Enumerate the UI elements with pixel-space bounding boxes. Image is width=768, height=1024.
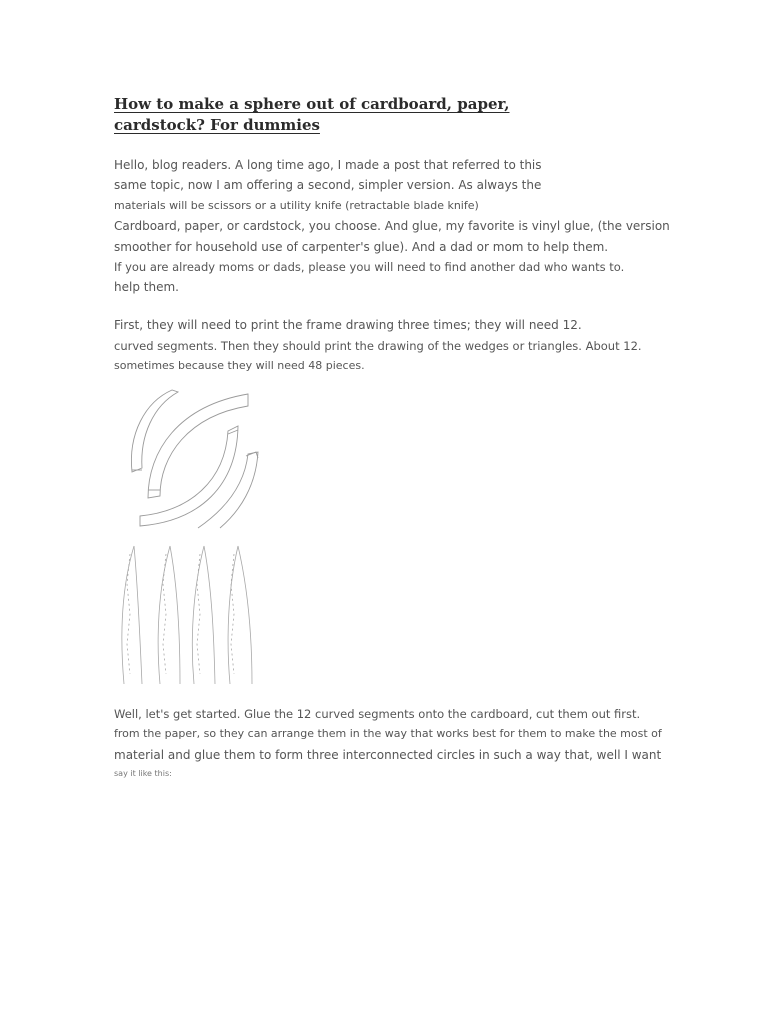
printing-line-2: curved segments. Then they should print the drawing of the wedges or triangles. About 12. [114, 339, 642, 353]
assembly-line-3: material and glue them to form three interconnected circles in such a way that, well I want [114, 748, 662, 762]
wedges-drawing [118, 544, 258, 686]
intro-line-6: If you are already moms or dads, please you will need to find another dad who wants to. [114, 260, 625, 274]
intro-line-2: same topic, now I am offering a second, simpler version. As always the [114, 178, 542, 192]
printing-line-3: sometimes because they will need 48 pieces. [114, 359, 365, 372]
intro-line-7: help them. [114, 280, 179, 294]
intro-line-1: Hello, blog readers. A long time ago, I made a post that referred to this [114, 158, 542, 172]
intro-line-4: Cardboard, paper, or cardstock, you choose. And glue, my favorite is vinyl glue, (the version [114, 219, 670, 233]
curved-segments-drawing [120, 386, 270, 531]
assembly-line-2: from the paper, so they can arrange them in the way that works best for them to make the most of [114, 727, 662, 740]
intro-line-5: smoother for household use of carpenter's glue). And a dad or mom to help them. [114, 240, 609, 254]
assembly-line-1: Well, let's get started. Glue the 12 curved segments onto the cardboard, cut them out first. [114, 707, 641, 721]
article-title: How to make a sphere out of cardboard, paper, cardstock? For dummies [114, 95, 510, 134]
intro-line-3: materials will be scissors or a utility knife (retractable blade knife) [114, 199, 479, 212]
printing-line-1: First, they will need to print the frame drawing three times; they will need 12. [114, 318, 582, 332]
assembly-line-4: say it like this: [114, 769, 172, 778]
